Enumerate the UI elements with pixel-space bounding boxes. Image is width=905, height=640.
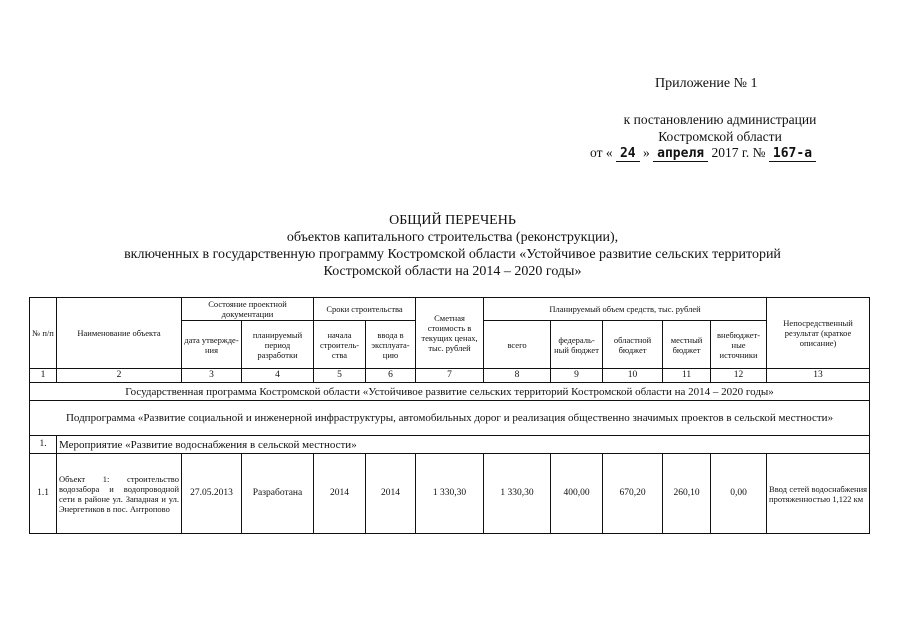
- document-heading: [0, 212, 905, 280]
- index-cell: 8: [484, 369, 551, 383]
- commission-year: 2014: [366, 454, 416, 534]
- index-cell: 4: [242, 369, 314, 383]
- index-cell: 13: [767, 369, 870, 383]
- start-year: 2014: [314, 454, 366, 534]
- col-group-funds: Планируемый объем средств, тыс. рублей: [484, 298, 767, 321]
- object-name: Объект 1: строительство водозабора и водопроводной сети в районе ул. Западная и ул. Энергетиков в пос. Антропово: [57, 454, 182, 534]
- measure-row: Мероприятие «Развитие водоснабжения в сельской местности»: [57, 436, 870, 454]
- heading-line-2: объектов капитального строительства (реконструкции),: [286, 230, 619, 245]
- dev-period: Разработана: [242, 454, 314, 534]
- subprogram-row: Подпрограмма «Развитие социальной и инженерной инфраструктуры, автомобильных дорог и реализация общественно значимых проектов в сельской местности»: [30, 401, 870, 436]
- index-cell: 5: [314, 369, 366, 383]
- federal-funds: 400,00: [551, 454, 603, 534]
- decree-reference: [610, 111, 830, 145]
- col-header-start: начала строитель-ства: [314, 321, 366, 369]
- index-cell: 10: [603, 369, 663, 383]
- date-day: 24: [616, 147, 640, 162]
- decree-date-line: [590, 145, 816, 162]
- col-header-extra: внебюджет-ные источники: [711, 321, 767, 369]
- appendix-title: Приложение № 1: [655, 76, 758, 91]
- col-group-docs: Состояние проектной документации: [182, 298, 314, 321]
- col-header-period: планируемый период разработки: [242, 321, 314, 369]
- col-header-result: Непосредственный результат (краткое описание): [767, 298, 870, 369]
- decree-line-1: к постановлению администрации: [623, 112, 817, 127]
- date-year: 2017 г. №: [711, 145, 766, 160]
- col-header-num: № п/п: [30, 298, 57, 369]
- estimated-cost: 1 330,30: [416, 454, 484, 534]
- measure-num: 1.: [30, 436, 57, 454]
- date-month: апреля: [653, 147, 708, 162]
- objects-table: [29, 297, 870, 534]
- date-mid: »: [643, 145, 650, 160]
- index-cell: 12: [711, 369, 767, 383]
- col-header-date: дата утвержде-ния: [182, 321, 242, 369]
- index-cell: 11: [663, 369, 711, 383]
- index-cell: 7: [416, 369, 484, 383]
- col-header-commission: ввода в эксплуата-цию: [366, 321, 416, 369]
- decree-number: 167-а: [769, 147, 816, 162]
- regional-funds: 670,20: [603, 454, 663, 534]
- document-title: ОБЩИЙ ПЕРЕЧЕНЬ: [389, 213, 516, 228]
- date-prefix: от «: [590, 145, 613, 160]
- col-header-regional: областной бюджет: [603, 321, 663, 369]
- approval-date: 27.05.2013: [182, 454, 242, 534]
- heading-line-4: Костромской области на 2014 – 2020 годы»: [323, 264, 582, 279]
- col-header-total: всего: [484, 321, 551, 369]
- local-funds: 260,10: [663, 454, 711, 534]
- index-cell: 2: [57, 369, 182, 383]
- col-header-cost: Сметная стоимость в текущих ценах, тыс. рублей: [416, 298, 484, 369]
- decree-line-2: Костромской области: [658, 129, 782, 144]
- col-group-terms: Сроки строительства: [314, 298, 416, 321]
- table-row: [30, 454, 870, 534]
- index-cell: 9: [551, 369, 603, 383]
- heading-line-3: включенных в государственную программу Костромской области «Устойчивое развитие сельских территорий: [124, 247, 781, 262]
- row-num: 1.1: [30, 454, 57, 534]
- total-funds: 1 330,30: [484, 454, 551, 534]
- index-cell: 3: [182, 369, 242, 383]
- col-header-name: Наименование объекта: [57, 298, 182, 369]
- col-header-local: местный бюджет: [663, 321, 711, 369]
- index-cell: 1: [30, 369, 57, 383]
- result-description: Ввод сетей водоснабжения протяженностью 1,122 км: [767, 454, 870, 534]
- extra-funds: 0,00: [711, 454, 767, 534]
- col-header-federal: федераль-ный бюджет: [551, 321, 603, 369]
- program-row: Государственная программа Костромской области «Устойчивое развитие сельских территорий Костромской области на 2014 – 2020 годы»: [30, 383, 870, 401]
- index-cell: 6: [366, 369, 416, 383]
